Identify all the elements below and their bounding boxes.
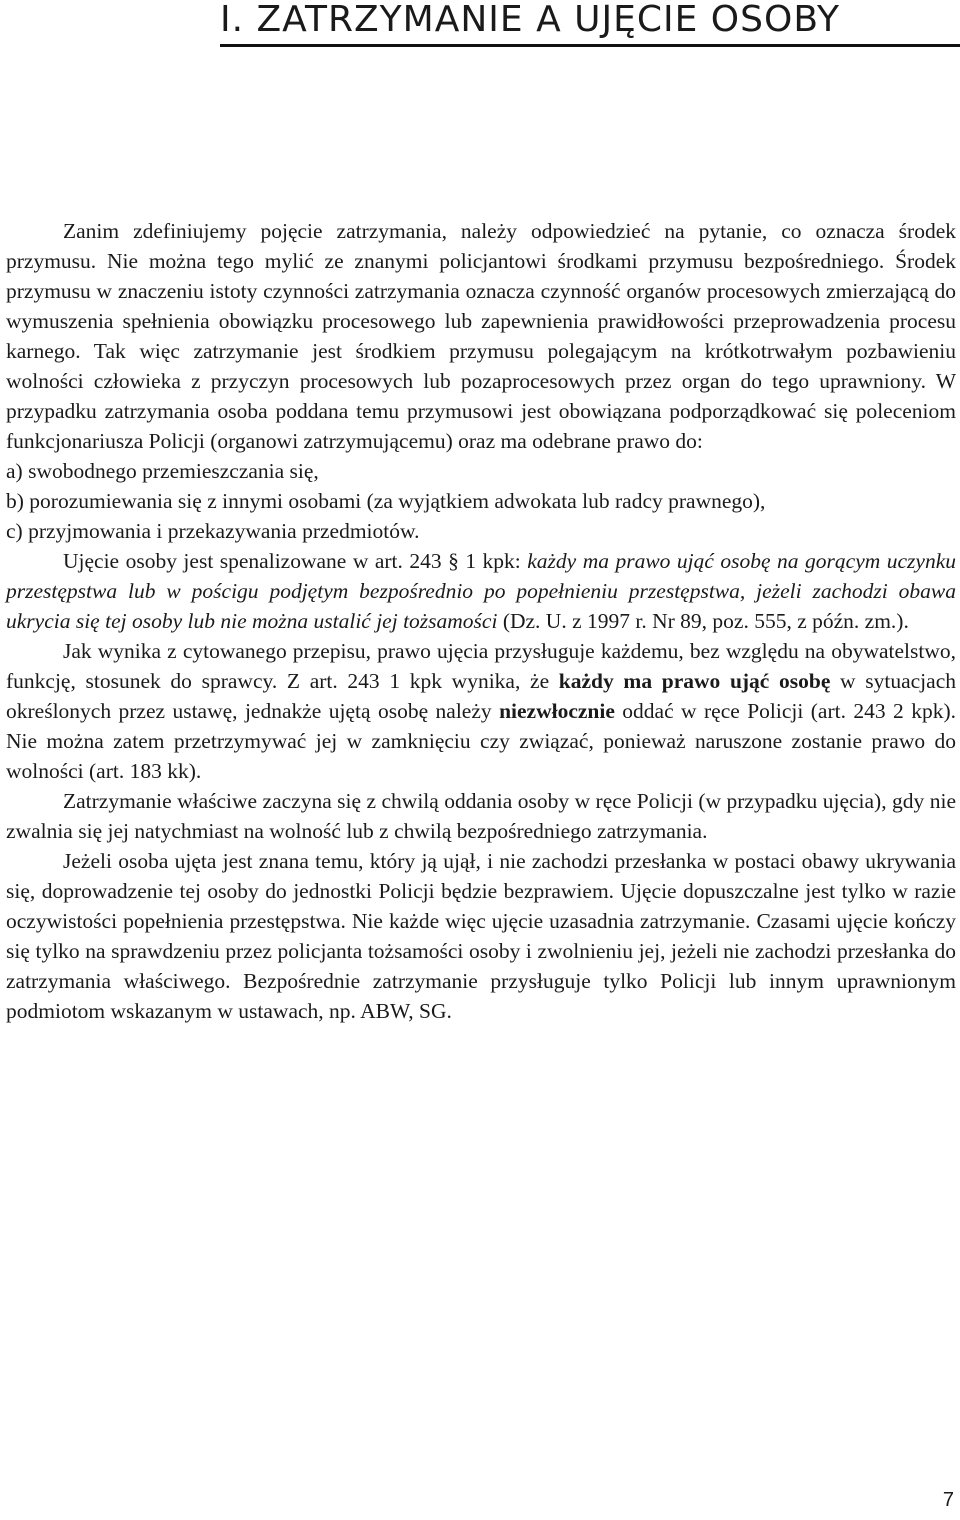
paragraph-right-to-detain xyxy=(6,636,956,786)
paragraph-proper-detention: Zatrzymanie właściwe zaczyna się z chwilą oddania osoby w ręce Policji (w przypadku ujęcia), gdy nie zwalnia się jej natychmiast na wolność lub z chwilą bezpośredniego zatrzymania. xyxy=(6,789,956,843)
text-segment: Jak wynika z cytowanego przepisu, prawo ujęcia przysługuje każdemu, bez względu na obywatelstwo, funkcję, stosunek do sprawcy. Z art. 243 1 kpk wynika, że xyxy=(6,639,956,693)
paragraph-art-243-citation: (Dz. U. z 1997 r. Nr 89, poz. 555, z późn. zm.). xyxy=(497,609,909,633)
text-segment: oddać w ręce Policji (art. 243 2 kpk). Nie można zatem przetrzymywać jej w zamknięciu czy związać, ponieważ naruszone zostanie prawo do wolności (art. 183 kk). xyxy=(6,699,957,783)
legal-quote: każdy ma prawo ująć osobę na gorącym uczynku przestępstwa lub w pościgu podjętym bezpośrednio po popełnieniu przestępstwa, jeżeli zachodzi obawa ukrycia się tej osoby lub nie można ustalić jej tożsamości xyxy=(6,549,956,633)
body-text xyxy=(6,216,956,1026)
page-number: 7 xyxy=(942,1489,954,1511)
text-segment: w sytuacjach określonych przez ustawę, jednakże ujętą osobę należy xyxy=(6,669,956,723)
paragraph-art-243 xyxy=(6,546,956,636)
list-item-a: a) swobodnego przemieszczania się, xyxy=(6,459,319,483)
paragraph-intro: Zanim zdefiniujemy pojęcie zatrzymania, należy odpowiedzieć na pytanie, co oznacza środek przymusu. Nie można tego mylić ze znanymi policjantowi środkami przymusu bezpośredniego. Środek przymusu w znaczeniu istoty czynności zatrzymania oznacza czynność organów procesowych zmierzającą do wymuszenia spełnienia obowiązku procesowego lub zapewnienia prawidłowości przeprowadzenia procesu karnego. Tak więc zatrzymanie jest środkiem przymusu polegającym na krótkotrwałym pozbawieniu wolności człowieka z przyczyn procesowych lub pozaprocesowych przez organ do tego uprawniony. W przypadku zatrzymania osoba poddana temu przymusowi jest obowiązana podporządkować się poleceniom funkcjonariusza Policji (organowi zatrzymującemu) oraz ma odebrane prawo do: xyxy=(6,219,956,453)
bold-phrase-right: każdy ma prawo ująć osobę xyxy=(558,669,831,693)
title-underline xyxy=(220,44,960,47)
paragraph-known-person: Jeżeli osoba ujęta jest znana temu, który ją ujął, i nie zachodzi przesłanka w postaci obawy ukrywania się, doprowadzenie tej osoby do jednostki Policji będzie bezprawiem. Ujęcie dopuszczalne jest tylko w razie oczywistości popełnienia przestępstwa. Nie każde więc ujęcie uzasadnia zatrzymanie. Czasami ujęcie kończy się tylko na sprawdzeniu przez policjanta tożsamości osoby i zwolnieniu jej, jeżeli nie zachodzi przesłanka do zatrzymania właściwego. Bezpośrednie zatrzymanie przysługuje tylko Policji lub innym uprawnionym podmiotom wskazanym w ustawach, np. ABW, SG. xyxy=(6,849,956,1023)
paragraph-art-243-lead: Ujęcie osoby jest spenalizowane w art. 243 § 1 kpk: xyxy=(63,549,528,573)
list-item-b: b) porozumiewania się z innymi osobami (za wyjątkiem adwokata lub radcy prawnego), xyxy=(6,489,766,513)
chapter-title: I. ZATRZYMANIE A UJĘCIE OSOBY xyxy=(220,0,841,40)
list-item-c: c) przyjmowania i przekazywania przedmiotów. xyxy=(6,519,420,543)
bold-word-immediately: niezwłocznie xyxy=(499,699,615,723)
